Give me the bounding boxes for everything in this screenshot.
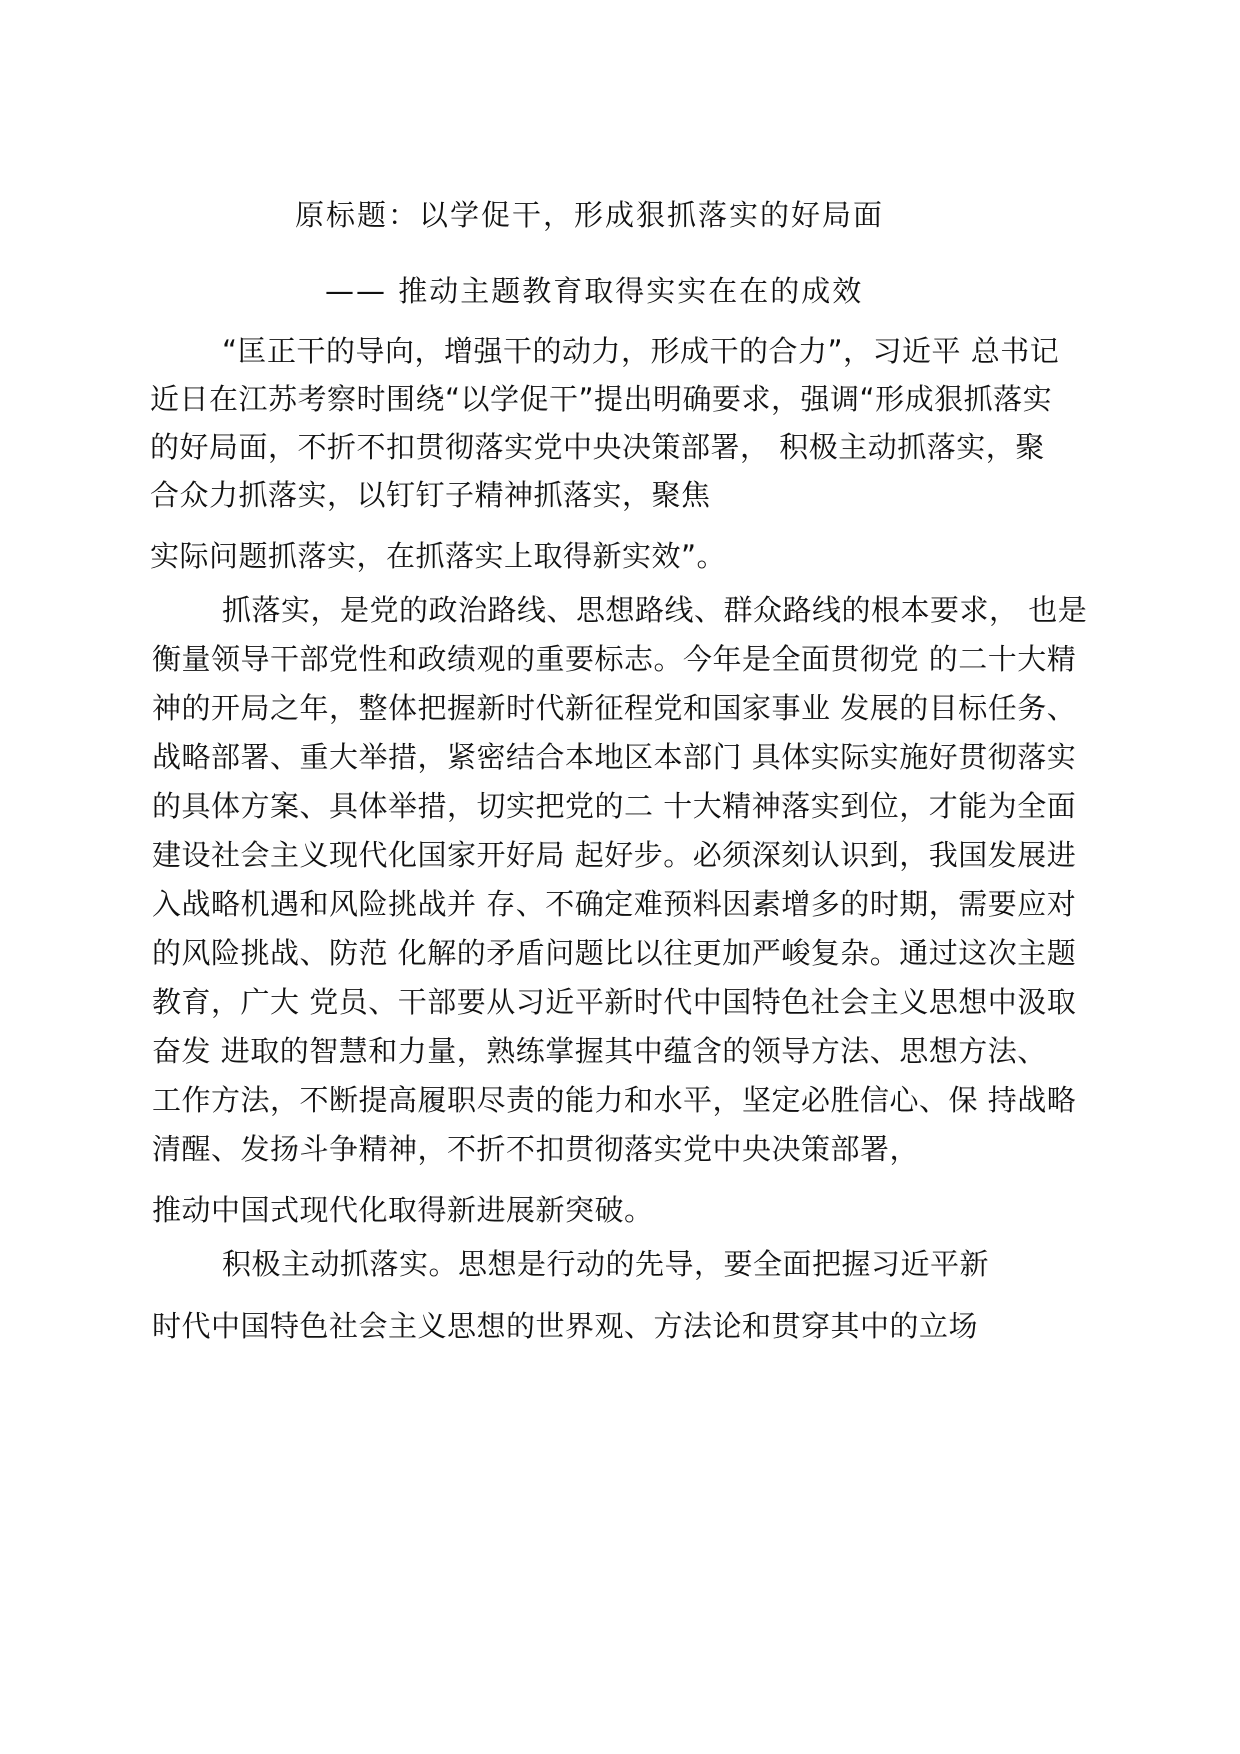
text-line: 的好局面，不折不扣贯彻落实党中央决策部署， 积极主动抓落实，聚 xyxy=(150,430,1045,464)
text-line: 神的开局之年，整体把握新时代新征程党和国家事业 发展的目标任务、 xyxy=(152,691,1077,725)
text-line: 时代中国特色社会主义思想的世界观、方法论和贯穿其中的立场 xyxy=(152,1309,979,1343)
text-line: 近日在江苏考察时围绕“以学促干”提出明确要求，强调“形成狠抓落实 xyxy=(150,382,1053,416)
document-subtitle: —— 推动主题教育取得实实在在的成效 xyxy=(325,274,864,308)
text-line: 奋发 进取的智慧和力量，熟练掌握其中蕴含的领导方法、思想方法、 xyxy=(152,1034,1047,1068)
text-line: 衡量领导干部党性和政绩观的重要标志。今年是全面贯彻党 的二十大精 xyxy=(152,642,1077,676)
text-line: “匡正干的导向，增强干的动力，形成干的合力”，习近平 总书记 xyxy=(222,334,1060,368)
text-line: 入战略机遇和风险挑战并 存、不确定难预料因素增多的时期，需要应对 xyxy=(152,887,1077,921)
text-line: 的风险挑战、防范 化解的矛盾问题比以往更加严峻复杂。通过这次主题 xyxy=(152,936,1077,970)
text-line: 的具体方案、具体举措，切实把党的二 十大精神落实到位，才能为全面 xyxy=(152,789,1077,823)
text-line: 工作方法，不断提高履职尽责的能力和水平，坚定必胜信心、保 持战略 xyxy=(152,1083,1077,1117)
document-title: 原标题：以学促干，形成狠抓落实的好局面 xyxy=(295,198,885,232)
text-line: 清醒、发扬斗争精神，不折不扣贯彻落实党中央决策部署， xyxy=(152,1132,920,1166)
text-line: 教育，广大 党员、干部要从习近平新时代中国特色社会主义思想中汲取 xyxy=(152,985,1077,1019)
text-line: 抓落实，是党的政治路线、思想路线、群众路线的根本要求， 也是 xyxy=(222,593,1088,627)
text-line: 推动中国式现代化取得新进展新突破。 xyxy=(152,1193,654,1227)
text-line: 战略部署、重大举措，紧密结合本地区本部门 具体实际实施好贯彻落实 xyxy=(152,740,1077,774)
text-line: 合众力抓落实，以钉钉子精神抓落实，聚焦 xyxy=(150,478,711,512)
text-line: 积极主动抓落实。思想是行动的先导，要全面把握习近平新 xyxy=(222,1247,990,1281)
text-line: 建设社会主义现代化国家开好局 起好步。必须深刻认识到，我国发展进 xyxy=(152,838,1077,872)
text-line: 实际问题抓落实，在抓落实上取得新实效”。 xyxy=(150,539,727,573)
